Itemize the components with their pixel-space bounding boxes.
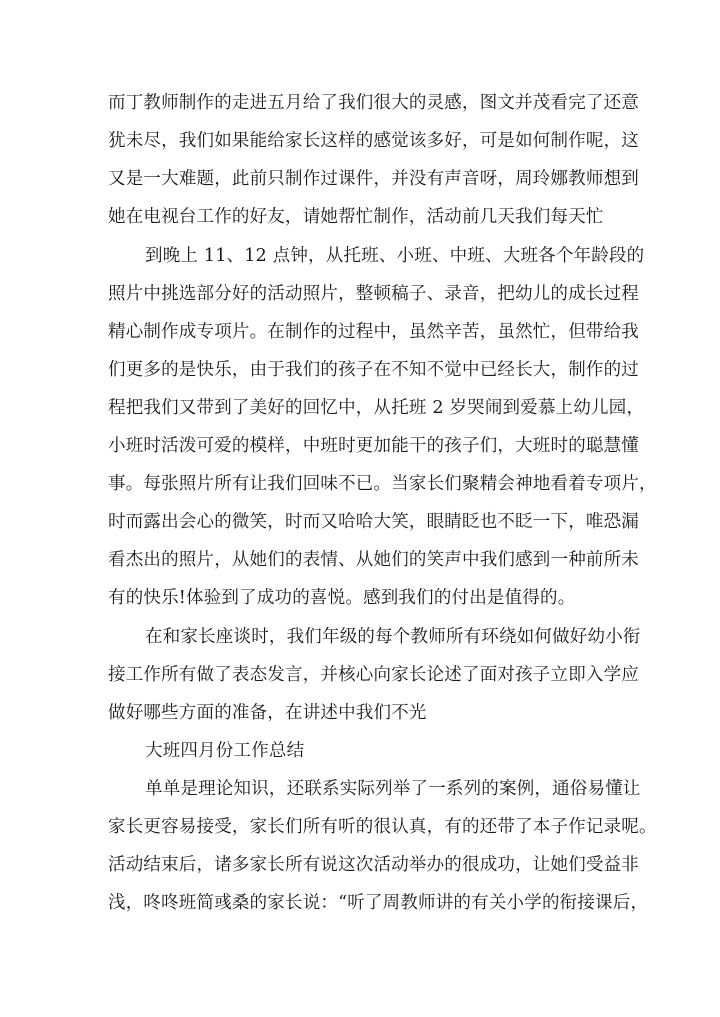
text-line: 又是一大难题，此前只制作过课件，并没有声音呀，周玲娜教师想到 (108, 169, 639, 189)
text-line: 事。每张照片所有让我们回味不已。当家长们聚精会神地看着专项片， (108, 474, 657, 494)
text-line: 而丁教师制作的走进五月给了我们很大的灵感，图文并茂看完了还意 (108, 93, 639, 113)
text-line: 活动结束后，诸多家长所有说这次活动举办的很成功，让她们受益非 (108, 855, 639, 875)
text-line: 到晚上 11、12 点钟，从托班、小班、中班、大班各个年龄段的 (145, 246, 645, 266)
text-line: 在和家长座谈时，我们年级的每个教师所有环绕如何做好幼小衔 (145, 627, 641, 647)
text-line: 小班时活泼可爱的模样，中班时更加能干的孩子们，大班时的聪慧懂 (108, 436, 639, 456)
text-line: 有的快乐!体验到了成功的喜悦。感到我们的付出是值得的。 (108, 588, 576, 608)
text-line: 浅，咚咚班简彧桑的家长说：“听了周教师讲的有关小学的衔接课后， (108, 893, 649, 913)
text-line: 精心制作成专项片。在制作的过程中，虽然辛苦，虽然忙，但带给我 (108, 322, 639, 342)
section-heading: 大班四月份工作总结 (145, 741, 305, 761)
text-line: 做好哪些方面的准备，在讲述中我们不光 (108, 703, 427, 723)
text-line: 犹未尽，我们如果能给家长这样的感觉该多好，可是如何制作呢，这 (108, 131, 639, 151)
text-line: 家长更容易接受，家长们所有听的很认真，有的还带了本子作记录呢。 (108, 817, 657, 837)
text-line: 时而露出会心的微笑，时而又哈哈大笑，眼睛眨也不眨一下，唯恐漏 (108, 512, 639, 532)
text-line: 看杰出的照片，从她们的表情、从她们的笑声中我们感到一种前所未 (108, 550, 639, 570)
text-line: 们更多的是快乐，由于我们的孩子在不知不觉中已经长大，制作的过 (108, 360, 639, 380)
text-line: 她在电视台工作的好友，请她帮忙制作，活动前几天我们每天忙 (108, 207, 604, 227)
text-line: 接工作所有做了表态发言，并核心向家长论述了面对孩子立即入学应 (108, 665, 639, 685)
text-line: 照片中挑选部分好的活动照片，整顿稿子、录音，把幼儿的成长过程 (108, 284, 639, 304)
text-line: 单单是理论知识，还联系实际列举了一系列的案例，通俗易懂让 (145, 779, 641, 799)
text-line: 程把我们又带到了美好的回忆中，从托班 2 岁哭闹到爱慕上幼儿园， (108, 398, 645, 418)
